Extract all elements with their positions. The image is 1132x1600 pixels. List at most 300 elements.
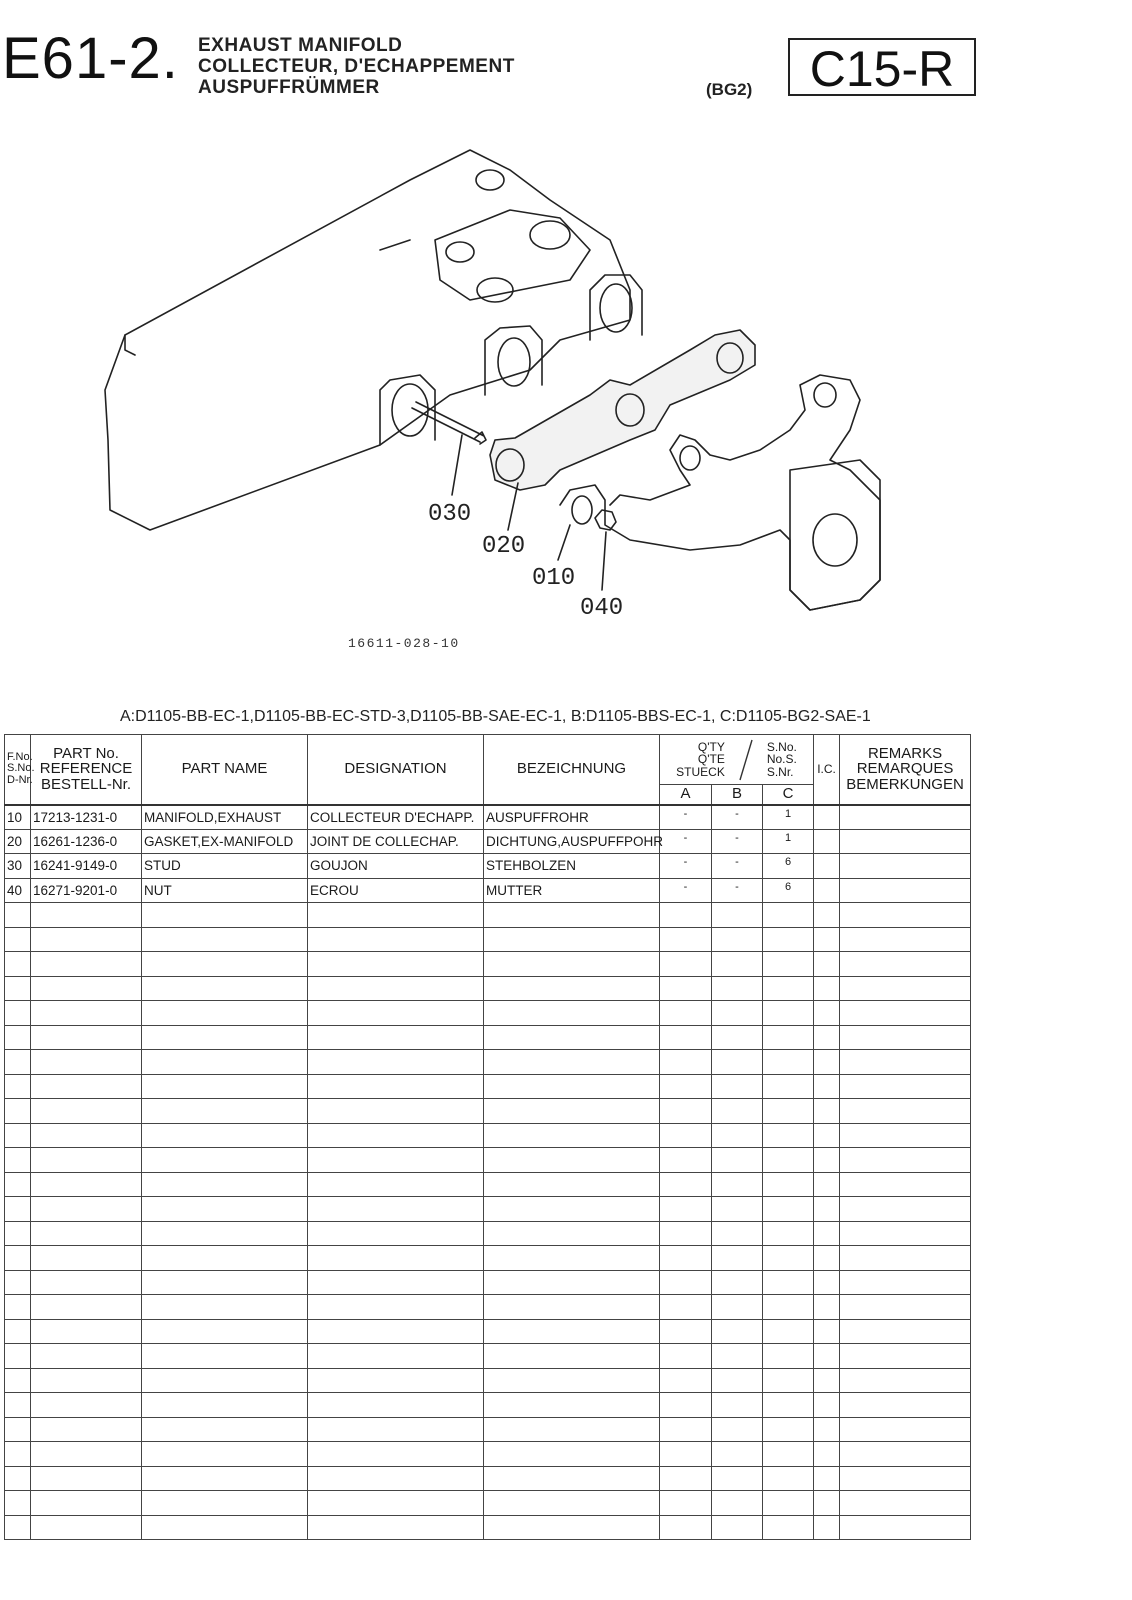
empty-cell <box>142 1491 308 1516</box>
empty-table-row <box>5 1123 971 1148</box>
empty-cell <box>5 1466 31 1491</box>
empty-cell <box>712 1001 763 1026</box>
empty-cell <box>31 927 142 952</box>
empty-cell <box>484 1344 660 1369</box>
empty-cell <box>484 927 660 952</box>
header-fno: F.No. S.No. D-Nr. <box>5 735 31 805</box>
empty-cell <box>814 976 840 1001</box>
empty-cell <box>308 1466 484 1491</box>
empty-cell <box>484 1148 660 1173</box>
empty-cell <box>840 1368 971 1393</box>
empty-cell <box>308 1393 484 1418</box>
empty-cell <box>763 1515 814 1540</box>
empty-cell <box>814 903 840 928</box>
empty-cell <box>763 1123 814 1148</box>
cell-qty-a: - <box>660 878 712 903</box>
cell-qty-c: 1 <box>763 829 814 854</box>
empty-table-row <box>5 976 971 1001</box>
empty-cell <box>712 1515 763 1540</box>
empty-cell <box>814 927 840 952</box>
empty-table-row <box>5 1442 971 1467</box>
empty-cell <box>5 1099 31 1124</box>
empty-cell <box>142 1025 308 1050</box>
empty-cell <box>712 1344 763 1369</box>
empty-cell <box>308 1270 484 1295</box>
empty-cell <box>5 976 31 1001</box>
empty-cell <box>763 1319 814 1344</box>
empty-cell <box>31 1344 142 1369</box>
empty-cell <box>31 903 142 928</box>
empty-cell <box>712 1123 763 1148</box>
empty-cell <box>5 1123 31 1148</box>
empty-cell <box>660 1221 712 1246</box>
empty-cell <box>5 1050 31 1075</box>
empty-cell <box>814 952 840 977</box>
empty-cell <box>5 1491 31 1516</box>
cell-remarks <box>840 878 971 903</box>
empty-cell <box>712 1197 763 1222</box>
empty-cell <box>31 1221 142 1246</box>
empty-cell <box>712 1221 763 1246</box>
empty-cell <box>484 1001 660 1026</box>
empty-cell <box>840 1442 971 1467</box>
empty-cell <box>660 1344 712 1369</box>
cell-fno: 20 <box>5 829 31 854</box>
empty-cell <box>308 976 484 1001</box>
empty-cell <box>5 903 31 928</box>
empty-cell <box>142 1148 308 1173</box>
cell-qty-a: - <box>660 805 712 830</box>
empty-table-row <box>5 1221 971 1246</box>
empty-cell <box>763 1442 814 1467</box>
empty-cell <box>763 1246 814 1271</box>
empty-cell <box>660 1025 712 1050</box>
empty-cell <box>763 1491 814 1516</box>
empty-cell <box>142 1344 308 1369</box>
empty-cell <box>814 1001 840 1026</box>
empty-cell <box>840 1074 971 1099</box>
empty-cell <box>763 1466 814 1491</box>
empty-cell <box>5 1417 31 1442</box>
empty-cell <box>814 1515 840 1540</box>
cell-qty-c: 6 <box>763 878 814 903</box>
cell-remarks <box>840 805 971 830</box>
empty-cell <box>308 903 484 928</box>
empty-table-row <box>5 1417 971 1442</box>
cell-remarks <box>840 854 971 879</box>
empty-cell <box>484 1417 660 1442</box>
empty-cell <box>5 1001 31 1026</box>
empty-cell <box>142 1368 308 1393</box>
empty-cell <box>763 1344 814 1369</box>
empty-table-row <box>5 1491 971 1516</box>
empty-cell <box>308 1515 484 1540</box>
cell-qty-b: - <box>712 854 763 879</box>
empty-cell <box>308 1491 484 1516</box>
empty-cell <box>660 1515 712 1540</box>
empty-cell <box>31 1270 142 1295</box>
empty-cell <box>484 1295 660 1320</box>
empty-cell <box>814 1393 840 1418</box>
empty-table-row <box>5 1270 971 1295</box>
empty-cell <box>660 952 712 977</box>
empty-cell <box>763 927 814 952</box>
empty-cell <box>308 927 484 952</box>
empty-table-row <box>5 1050 971 1075</box>
cell-part-name: GASKET,EX-MANIFOLD <box>142 829 308 854</box>
empty-cell <box>5 1442 31 1467</box>
empty-cell <box>840 1393 971 1418</box>
empty-cell <box>308 1417 484 1442</box>
empty-cell <box>660 1123 712 1148</box>
cell-part-no: 16271-9201-0 <box>31 878 142 903</box>
empty-cell <box>814 1246 840 1271</box>
empty-cell <box>142 1442 308 1467</box>
empty-cell <box>142 1050 308 1075</box>
cell-bezeichnung: STEHBOLZEN <box>484 854 660 879</box>
empty-cell <box>712 1246 763 1271</box>
empty-cell <box>840 1123 971 1148</box>
empty-cell <box>142 903 308 928</box>
header-qty-c: C <box>763 785 814 805</box>
empty-cell <box>660 976 712 1001</box>
empty-cell <box>660 1466 712 1491</box>
empty-cell <box>484 1246 660 1271</box>
cell-bezeichnung: AUSPUFFROHR <box>484 805 660 830</box>
empty-cell <box>712 952 763 977</box>
empty-cell <box>5 927 31 952</box>
empty-cell <box>712 1319 763 1344</box>
empty-cell <box>142 1246 308 1271</box>
empty-cell <box>712 1491 763 1516</box>
empty-cell <box>763 1197 814 1222</box>
empty-cell <box>31 1148 142 1173</box>
empty-cell <box>484 1515 660 1540</box>
empty-cell <box>5 1172 31 1197</box>
empty-cell <box>763 976 814 1001</box>
empty-cell <box>484 1025 660 1050</box>
empty-cell <box>31 1074 142 1099</box>
empty-cell <box>763 1417 814 1442</box>
empty-cell <box>660 1368 712 1393</box>
empty-cell <box>31 1491 142 1516</box>
empty-table-row <box>5 1197 971 1222</box>
table-row <box>5 829 971 854</box>
empty-cell <box>5 1025 31 1050</box>
model-tag: (BG2) <box>706 80 753 99</box>
empty-cell <box>814 1466 840 1491</box>
header-designation: DESIGNATION <box>308 735 484 805</box>
page-code: E61-2. <box>2 26 179 91</box>
empty-cell <box>308 952 484 977</box>
empty-cell <box>660 1295 712 1320</box>
empty-cell <box>814 1295 840 1320</box>
cell-part-no: 16241-9149-0 <box>31 854 142 879</box>
empty-cell <box>763 1368 814 1393</box>
header-qty: Q'TY Q'TE STUECK S.No. No.S. S.Nr. <box>660 735 814 785</box>
empty-cell <box>840 1491 971 1516</box>
cell-designation: GOUJON <box>308 854 484 879</box>
empty-cell <box>660 1074 712 1099</box>
empty-cell <box>712 1050 763 1075</box>
empty-cell <box>308 1368 484 1393</box>
callout-020: 020 <box>482 533 526 560</box>
empty-cell <box>763 1172 814 1197</box>
empty-cell <box>840 927 971 952</box>
empty-cell <box>763 1393 814 1418</box>
drawing-number: 16611-028-10 <box>348 636 460 651</box>
empty-cell <box>660 927 712 952</box>
cell-part-name: STUD <box>142 854 308 879</box>
empty-cell <box>5 1270 31 1295</box>
cell-part-name: NUT <box>142 878 308 903</box>
cell-qty-c: 1 <box>763 805 814 830</box>
empty-cell <box>712 1270 763 1295</box>
empty-cell <box>484 1123 660 1148</box>
empty-cell <box>308 1442 484 1467</box>
cell-fno: 10 <box>5 805 31 830</box>
empty-cell <box>763 1050 814 1075</box>
empty-table-row <box>5 1025 971 1050</box>
empty-cell <box>660 903 712 928</box>
empty-cell <box>484 1197 660 1222</box>
empty-cell <box>840 1270 971 1295</box>
empty-cell <box>484 1074 660 1099</box>
empty-cell <box>840 1246 971 1271</box>
cell-qty-b: - <box>712 829 763 854</box>
callout-030: 030 <box>428 501 472 528</box>
empty-cell <box>484 1442 660 1467</box>
empty-cell <box>31 1123 142 1148</box>
empty-cell <box>31 1368 142 1393</box>
empty-cell <box>660 1393 712 1418</box>
header-part-name: PART NAME <box>142 735 308 805</box>
empty-cell <box>5 1148 31 1173</box>
empty-cell <box>142 1172 308 1197</box>
cell-part-no: 17213-1231-0 <box>31 805 142 830</box>
empty-cell <box>814 1417 840 1442</box>
empty-cell <box>484 1172 660 1197</box>
empty-cell <box>31 1197 142 1222</box>
empty-cell <box>31 1295 142 1320</box>
empty-cell <box>142 976 308 1001</box>
empty-cell <box>712 1466 763 1491</box>
cell-bezeichnung: MUTTER <box>484 878 660 903</box>
empty-cell <box>712 1099 763 1124</box>
empty-table-row <box>5 1074 971 1099</box>
empty-cell <box>814 1197 840 1222</box>
empty-table-row <box>5 1515 971 1540</box>
empty-table-row <box>5 1001 971 1026</box>
empty-table-row <box>5 1466 971 1491</box>
empty-cell <box>484 1466 660 1491</box>
empty-cell <box>484 1221 660 1246</box>
empty-cell <box>763 952 814 977</box>
empty-cell <box>763 1221 814 1246</box>
empty-cell <box>31 1442 142 1467</box>
cell-part-no: 16261-1236-0 <box>31 829 142 854</box>
empty-cell <box>840 976 971 1001</box>
empty-cell <box>142 1099 308 1124</box>
empty-cell <box>712 1172 763 1197</box>
title-german: AUSPUFFRÜMMER <box>198 77 380 98</box>
empty-table-row <box>5 1319 971 1344</box>
empty-cell <box>5 1344 31 1369</box>
cell-designation: JOINT DE COLLECHAP. <box>308 829 484 854</box>
empty-table-row <box>5 1368 971 1393</box>
empty-cell <box>308 1050 484 1075</box>
empty-cell <box>814 1123 840 1148</box>
empty-cell <box>308 1246 484 1271</box>
empty-cell <box>5 1074 31 1099</box>
empty-cell <box>308 1025 484 1050</box>
header-bezeichnung: BEZEICHNUNG <box>484 735 660 805</box>
empty-cell <box>660 1491 712 1516</box>
empty-cell <box>712 1295 763 1320</box>
title-french: COLLECTEUR, D'ECHAPPEMENT <box>198 56 515 77</box>
empty-cell <box>763 1099 814 1124</box>
empty-cell <box>840 1197 971 1222</box>
empty-cell <box>763 1001 814 1026</box>
empty-cell <box>712 903 763 928</box>
empty-cell <box>814 1491 840 1516</box>
model-variants-line: A:D1105-BB-EC-1,D1105-BB-EC-STD-3,D1105-BB-SAE-EC-1, B:D1105-BBS-EC-1, C:D1105-BG2-SAE-1 <box>120 708 871 725</box>
empty-cell <box>31 1050 142 1075</box>
empty-cell <box>5 1197 31 1222</box>
callout-010: 010 <box>532 565 576 592</box>
empty-table-row <box>5 1295 971 1320</box>
empty-cell <box>308 1344 484 1369</box>
empty-cell <box>484 1491 660 1516</box>
empty-table-row <box>5 1172 971 1197</box>
empty-table-row <box>5 903 971 928</box>
empty-cell <box>814 1025 840 1050</box>
empty-cell <box>308 1099 484 1124</box>
callout-040: 040 <box>580 595 624 622</box>
empty-cell <box>840 1466 971 1491</box>
empty-cell <box>484 1368 660 1393</box>
empty-cell <box>308 1148 484 1173</box>
empty-cell <box>660 1417 712 1442</box>
empty-cell <box>142 1515 308 1540</box>
empty-cell <box>31 1246 142 1271</box>
empty-cell <box>814 1270 840 1295</box>
empty-cell <box>484 976 660 1001</box>
empty-cell <box>660 1319 712 1344</box>
empty-cell <box>142 1221 308 1246</box>
empty-cell <box>814 1344 840 1369</box>
empty-cell <box>5 952 31 977</box>
stud-outline <box>412 402 486 444</box>
empty-cell <box>484 1099 660 1124</box>
cell-ic <box>814 854 840 879</box>
empty-cell <box>712 1074 763 1099</box>
empty-cell <box>840 1050 971 1075</box>
empty-cell <box>142 1417 308 1442</box>
empty-cell <box>484 1393 660 1418</box>
header-part-no: PART No. REFERENCE BESTELL-Nr. <box>31 735 142 805</box>
empty-cell <box>31 952 142 977</box>
empty-cell <box>308 1172 484 1197</box>
empty-cell <box>712 976 763 1001</box>
cell-ic <box>814 829 840 854</box>
empty-cell <box>840 1344 971 1369</box>
empty-cell <box>31 1515 142 1540</box>
cell-qty-b: - <box>712 878 763 903</box>
empty-cell <box>814 1221 840 1246</box>
empty-cell <box>763 1148 814 1173</box>
cell-qty-c: 6 <box>763 854 814 879</box>
title-english: EXHAUST MANIFOLD <box>198 35 403 56</box>
empty-cell <box>142 1197 308 1222</box>
cell-qty-a: - <box>660 854 712 879</box>
empty-cell <box>763 1270 814 1295</box>
empty-cell <box>763 1025 814 1050</box>
cell-fno: 30 <box>5 854 31 879</box>
empty-table-row <box>5 1148 971 1173</box>
empty-table-row <box>5 927 971 952</box>
empty-cell <box>660 1172 712 1197</box>
empty-cell <box>142 1393 308 1418</box>
cell-bezeichnung: DICHTUNG,AUSPUFFPOHR <box>484 829 660 854</box>
empty-cell <box>484 952 660 977</box>
empty-cell <box>142 1001 308 1026</box>
empty-cell <box>814 1319 840 1344</box>
empty-cell <box>142 1466 308 1491</box>
empty-cell <box>660 1001 712 1026</box>
empty-cell <box>31 1393 142 1418</box>
empty-cell <box>712 1148 763 1173</box>
empty-cell <box>484 903 660 928</box>
empty-table-row <box>5 1246 971 1271</box>
empty-cell <box>308 1295 484 1320</box>
empty-cell <box>31 976 142 1001</box>
empty-cell <box>308 1197 484 1222</box>
empty-cell <box>814 1099 840 1124</box>
empty-cell <box>840 1417 971 1442</box>
empty-cell <box>840 1319 971 1344</box>
empty-cell <box>484 1050 660 1075</box>
empty-cell <box>763 1295 814 1320</box>
empty-cell <box>5 1393 31 1418</box>
empty-cell <box>840 952 971 977</box>
cell-part-name: MANIFOLD,EXHAUST <box>142 805 308 830</box>
empty-cell <box>142 1319 308 1344</box>
empty-cell <box>142 1295 308 1320</box>
cell-qty-b: - <box>712 805 763 830</box>
empty-cell <box>308 1001 484 1026</box>
empty-cell <box>5 1319 31 1344</box>
header-ic: I.C. <box>814 735 840 805</box>
empty-cell <box>840 1172 971 1197</box>
empty-cell <box>840 903 971 928</box>
empty-cell <box>814 1368 840 1393</box>
empty-cell <box>5 1246 31 1271</box>
cell-designation: ECROU <box>308 878 484 903</box>
empty-cell <box>840 1515 971 1540</box>
empty-cell <box>31 1466 142 1491</box>
empty-cell <box>31 1417 142 1442</box>
empty-cell <box>712 1368 763 1393</box>
empty-cell <box>660 1099 712 1124</box>
qty-slash-divider <box>739 739 753 781</box>
empty-cell <box>660 1270 712 1295</box>
empty-cell <box>840 1025 971 1050</box>
empty-table-row <box>5 1344 971 1369</box>
empty-cell <box>142 1270 308 1295</box>
header-qty-a: A <box>660 785 712 805</box>
empty-table-row <box>5 1393 971 1418</box>
